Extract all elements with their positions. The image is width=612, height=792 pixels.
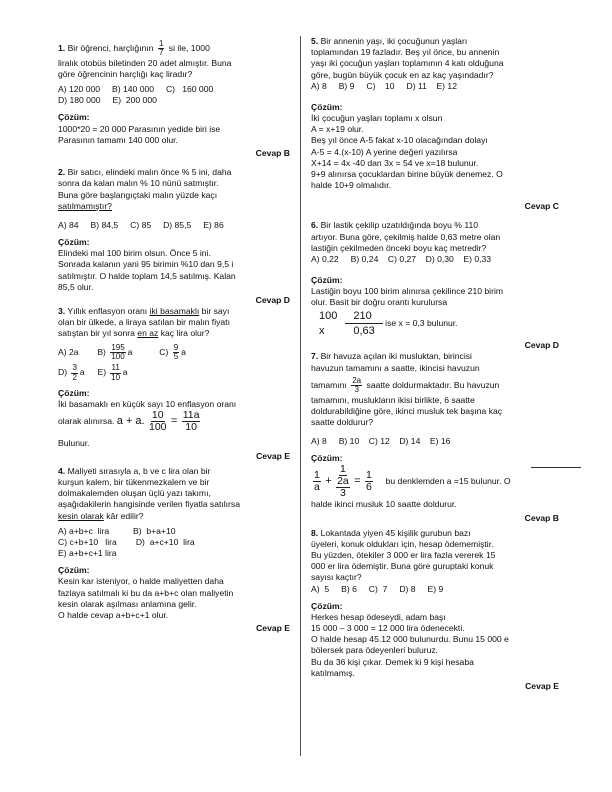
question-text: olan bir ülkede, a liraya satılan bir malın fiyatı [58, 317, 230, 328]
question-text: Bir havuza açılan iki musluktan, birincisi [320, 351, 472, 362]
question-text: Buna göre başlangıçtaki malın yüzde kaçı [58, 189, 218, 200]
solution-text: Beş yıl önce A-5 fakat x-10 olacağından dolayı [311, 135, 488, 146]
question-number: 6. [311, 220, 319, 231]
question-text: satılmamıştır? [58, 200, 112, 211]
question-text: sayısı kaçtır? [311, 572, 362, 583]
question-1 [58, 40, 290, 159]
solution-text: kesin olarak aşılması anlamına gelir. [58, 598, 197, 609]
question-3: 3. Yıllık enflasyon oranı iki basamaklı bir sayı olan bir ülkede, a liraya satılan bir malın fiyatı satıştan bir yıl sonra en az kaç lira olur? A) 2a B) $\frac{195}{100}$ a C) $\frac{9}{5}$ a D) $\frac{3}{2}$ a E) $\frac{11}{10}$ a Çözüm: İki basamaklı en küçük sayı 10 enflasyon oranı olarak alınırsa. a + a. $\frac{10}{100}$ = $\frac{11a}{10}$ Bulunur. Cevap E [58, 306, 290, 461]
solution-text: Lastiğin boyu 100 birim alınırsa çekilince 210 birim [311, 286, 504, 297]
fraction: $\frac{1}{7}$ [158, 39, 164, 58]
solution-text: 9+9 alınırsa çocuklardan birine büyük denemez. O [311, 168, 503, 179]
solution-text: Bulunur. [58, 437, 90, 448]
question-text: liralık otobüs biletinden 20 adet almıştır. Buna [58, 57, 232, 68]
question-text: aşağıdakilerin hangisinde verilen fiyatla satılırsa [58, 499, 241, 510]
solution-text: Parasının tamamı 140 000 olur. [58, 134, 178, 145]
question-text: yaşı iki çocuğun yaşları toplamının 4 katı olduğuna [311, 58, 504, 69]
solution-text: fazlaya satılmalı ki bu da a+b+c olan maliyetin [58, 587, 234, 598]
question-text: doldurabildiğine göre, ikinci musluk tek başına kaç [311, 405, 503, 416]
solution-text: İki basamaklı en küçük sayı 10 enflasyon oranı [58, 399, 237, 410]
question-text: Bir satıcı, elindeki malın önce % 5 ini, daha [67, 167, 232, 178]
answer-options: A) 120 000 B) 140 000 C) 160 000 D) 180 000 E) 200 000 [58, 84, 214, 106]
solution-heading: Çözüm: [311, 600, 343, 611]
answer-key: Cevap E [256, 450, 290, 461]
question-text: Lokantada yiyen 45 kişilik gurubun bazı [320, 527, 471, 538]
question-text: 000 er lira ödemiştir. Buna göre guruptaki konuk [311, 561, 494, 572]
solution-heading: Çözüm: [58, 388, 90, 399]
answer-options: A) 8 B) 10 C) 12 D) 14 E) 16 [311, 436, 451, 447]
solution-text: Elindeki mal 100 birim olsun. Önce 5 ini. [58, 248, 211, 259]
solution-text: O halde hesap 45.12 000 bulunurdu. Bunu 15 000 e [311, 634, 509, 645]
solution-text: Sonrada kalanın yani 95 birimin %10 dan 9,5 i [58, 259, 234, 270]
solution-text: halde 10+9 olmalıdır. [311, 180, 392, 191]
answer-key: Cevap B [524, 512, 559, 523]
solution-text: katılmamış. [311, 667, 355, 678]
solution-text: ise x = 0,3 bulunur. [385, 317, 458, 328]
fraction: $\frac{1}{a}$ [314, 469, 320, 494]
answer-options: A) 5 B) 6 C) 7 D) 8 E) 9 [311, 583, 444, 594]
fraction: $\frac{2a}{3}$ [352, 375, 362, 395]
question-number: 3. [58, 306, 66, 317]
solution-text: O halde cevap a+b+c+1 olur. [58, 609, 169, 620]
solution-text: Herkes hesap ödeseydi, adam başı [311, 611, 446, 622]
question-text: göre öğrencinin harçlığı kaç liradır? [58, 68, 193, 79]
solution-heading: Çözüm: [58, 237, 90, 248]
solution-text: Bu da 36 kişi çıkar. Demek ki 9 kişi hesaba [311, 656, 474, 667]
fraction: $\frac{10}{100}$ [148, 409, 167, 434]
question-number: 5. [311, 36, 319, 46]
question-number: 8. [311, 527, 319, 538]
proportion-table: 100 210 x 0,63 [311, 309, 383, 339]
question-text: üyeleri, konuk oldukları için, hesap ödememiştir. [311, 538, 494, 549]
solution-text: 85,5 olur. [58, 281, 94, 292]
solution-text: 1000*20 = 20 000 Parasının yedide biri ise [58, 123, 221, 134]
fraction: $\frac{3}{2}$ [72, 363, 77, 382]
answer-key: Cevap D [255, 294, 290, 305]
solution-text: olarak alınırsa. [58, 416, 115, 427]
solution-text: olur. Basit bir doğru orantı kurulursa [311, 297, 448, 308]
column-divider [300, 36, 301, 756]
solution-text: bölersek para ödeyenleri buluruz. [311, 645, 439, 656]
question-text: saatte doldurur? [311, 416, 374, 427]
question-text: tamamını, muslukların ikisi birlikte, 6 saatte [311, 394, 475, 405]
question-number: 7. [311, 351, 319, 362]
question-text: si ile, 1000 [168, 43, 210, 54]
right-column [311, 36, 559, 692]
solution-heading: Çözüm: [311, 101, 343, 112]
question-7: 7. Bir havuza açılan iki musluktan, birincisi havuzun tamamını a saatte, ikincisi havuzun tamamını $\frac{2a}{3}$ saatte doldurmaktadır. Bu havuzun tamamını, muslukların ikisi birlikte, 6 saatte doldurabildiğine göre, ikinci musluk tek başına kaç saatte doldurur? A) 8 B) 10 C) 12 D) 14 E) 16 Çözüm: $\frac{1}{a}$ + $\frac{1}{\frac{2a}{3}}$ = $\frac{1}{6}$ bu denklemden a =15 bulunur. O halde ikinci musluk 10 saatte doldurur. Cevap B [311, 351, 559, 523]
question-8 [311, 528, 559, 692]
question-text: artıyor. Buna göre, çekilmiş halde 0,63 metre olan [311, 231, 501, 242]
answer-key: Cevap C [524, 201, 559, 212]
question-text: sonra da kalan malın % 10 nünü satmıştır. [58, 178, 219, 189]
question-number: 1. [58, 43, 66, 54]
question-4: 4. Maliyeti sırasıyla a, b ve c lira olan bir kurşun kalem, bir tükenmezkalem ve bir dolmakalemden oluşan üçlü yazı takımı, aşağıdakilerin hangisinde verilen fiyatla satılırsa kesin olarak kâr edilir? A) a+b+c lira B) b+a+10 C) c+b+10 lira D) a+c+10 lira E) a+b+c+1 lira Çözüm: Kesin kar isteniyor, o halde maliyetten daha fazlaya satılmalı ki bu da a+b+c olan maliyetin kesin olarak aşılması anlamına gelir. O halde cevap a+b+c+1 olur. Cevap E [58, 465, 290, 634]
answer-options: A) 84 B) 84,5 C) 85 D) 85,5 E) 86 [58, 219, 224, 230]
question-text: Bu yüzden, ötekiler 3 000 er lira fazla vererek 15 [311, 550, 496, 561]
solution-heading: Çözüm: [311, 275, 343, 286]
fraction: $\frac{11}{10}$ [111, 363, 121, 382]
solution-heading: Çözüm: [311, 453, 343, 464]
question-text: Bir annenin yaşı, iki çocuğunun yaşları [320, 36, 468, 46]
question-text: havuzun tamamını a saatte, ikincisi havuzun [311, 362, 480, 373]
question-text: dolmakalemden oluşan üçlü yazı takımı, [58, 488, 211, 499]
question-6 [311, 220, 559, 351]
question-text: Maliyeti sırasıyla a, b ve c lira olan bir [67, 465, 211, 476]
fraction: $\frac{1}{\frac{2a}{3}}$ [337, 463, 349, 500]
answer-key: Cevap B [255, 147, 290, 158]
solution-text: bu denklemden a =15 bulunur. O [385, 476, 511, 487]
fraction: $\frac{11a}{10}$ [182, 409, 200, 434]
answer-options: A) 0,22 B) 0,24 C) 0,27 D) 0,30 E) 0,33 [311, 253, 492, 264]
question-text: toplamından 19 fazladır. Beş yıl önce, bu annenin [311, 47, 500, 58]
question-text: lastiğin çekilmeden önceki boyu kaç metredir? [311, 242, 487, 253]
question-text: kurşun kalem, bir tükenmezkalem ve bir [58, 477, 210, 488]
solution-text: X+14 = 4x -40 dan 3x = 54 ve x=18 bulunur. [311, 157, 479, 168]
solution-text: A = x+19 olur. [311, 124, 364, 135]
answer-key: Cevap D [524, 340, 559, 351]
solution-text: Kesin kar isteniyor, o halde maliyetten daha [58, 576, 224, 587]
fraction: $\frac{1}{6}$ [365, 469, 372, 494]
question-number: 2. [58, 167, 66, 178]
solution-text: halde ikinci musluk 10 saatte doldurur. [311, 499, 457, 510]
question-text: göre, bugün büyük çocuk en az kaç yaşındadır? [311, 69, 494, 80]
solution-text: A-5 = 4.(x-10) A yerine değeri yazılırsa [311, 146, 458, 157]
answer-key: Cevap E [256, 623, 290, 634]
solution-heading: Çözüm: [58, 112, 90, 123]
answer-options: A) 8 B) 9 C) 10 D) 11 E) 12 [311, 80, 457, 91]
solution-text: İki çocuğun yaşları toplamı x olsun [311, 113, 443, 124]
answer-key: Cevap E [525, 680, 559, 691]
answer-options: A) 2a B) $\frac{195}{100}$ a C) $\frac{9}{5}$ a [58, 342, 186, 361]
question-text: Bir lastik çekilip uzatıldığında boyu % 110 [320, 220, 479, 231]
question-5 [311, 36, 559, 212]
solution-text: 15 000 – 3 000 = 12 000 lira ödenecekti. [311, 623, 465, 634]
left-column [58, 36, 290, 634]
answer-options: A) a+b+c lira B) b+a+10 C) c+b+10 lira D) a+c+10 lira E) a+b+c+1 lira [58, 525, 195, 559]
equation: $\frac{1}{a}$ + $\frac{1}{\frac{2a}{3}}$ = $\frac{1}{6}$ bu denklemden a =15 bulunur. O [314, 463, 511, 500]
fraction: $\frac{9}{5}$ [173, 342, 179, 361]
fraction: $\frac{195}{100}$ [111, 342, 125, 361]
question-2 [58, 167, 290, 306]
question-text: Bir öğrenci, harçlığının [67, 43, 154, 54]
solution-text: satılmıştır. O halde toplam 14,5 satılmış. Kalan [58, 270, 236, 281]
solution-heading: Çözüm: [58, 565, 90, 576]
question-number: 4. [58, 465, 66, 476]
